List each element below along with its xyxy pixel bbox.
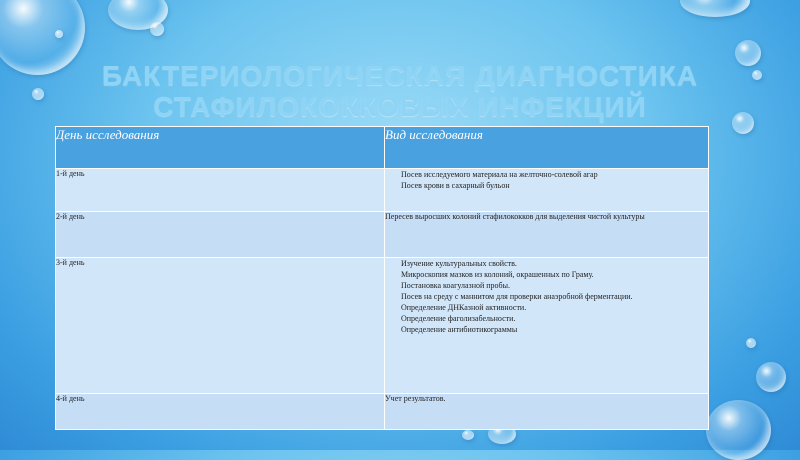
list-item: Определение антибиотикограммы (401, 325, 518, 334)
list-item: Микроскопия мазков из колоний, окрашенных по Граму. (401, 270, 594, 279)
procedure-cell: Пересев выросших колоний стафилококков для выделения чистой культуры (385, 212, 709, 258)
water-drop-decoration (746, 338, 756, 348)
table-row (56, 258, 709, 394)
day-cell: 3-й день (56, 258, 385, 394)
water-drop-decoration (706, 400, 771, 460)
water-drop-decoration (150, 22, 164, 36)
water-drop-decoration (55, 30, 63, 38)
title-line-1: БАКТЕРИОЛОГИЧЕСКАЯ ДИАГНОСТИКА (101, 60, 699, 91)
list-item: Определение фаголизабельности. (401, 314, 516, 323)
table-row (56, 394, 709, 430)
title-line-2: СТАФИЛОКОККОВЫХ ИНФЕКЦИЙ (153, 91, 647, 122)
procedure-list (385, 258, 708, 335)
water-drop-decoration (680, 0, 750, 17)
day-cell: 1-й день (56, 169, 385, 212)
list-item: Посев исследуемого материала на желточно-солевой агар (401, 170, 598, 179)
list-item: Изучение культуральных свойств. (401, 259, 517, 268)
list-item: Постановка коагулазной пробы. (401, 281, 510, 290)
day-cell: 2-й день (56, 212, 385, 258)
water-drop-decoration (756, 362, 786, 392)
procedure-cell (385, 169, 709, 212)
procedure-list (385, 169, 708, 191)
table-header-row (56, 127, 709, 169)
list-item: Посев на среду с маннитом для проверки анаэробной ферментации. (401, 292, 633, 301)
table-row (56, 212, 709, 258)
day-cell: 4-й день (56, 394, 385, 430)
diagnostics-table (55, 126, 709, 430)
list-item: Посев крови в сахарный бульон (401, 181, 510, 190)
slide-title (0, 60, 800, 122)
table-row (56, 169, 709, 212)
water-drop-decoration (462, 430, 474, 440)
column-header-day: День исследования (56, 127, 385, 169)
column-header-type: Вид исследования (385, 127, 709, 169)
list-item: Определение ДНКазной активности. (401, 303, 527, 312)
procedure-cell: Учет результатов. (385, 394, 709, 430)
procedure-cell (385, 258, 709, 394)
